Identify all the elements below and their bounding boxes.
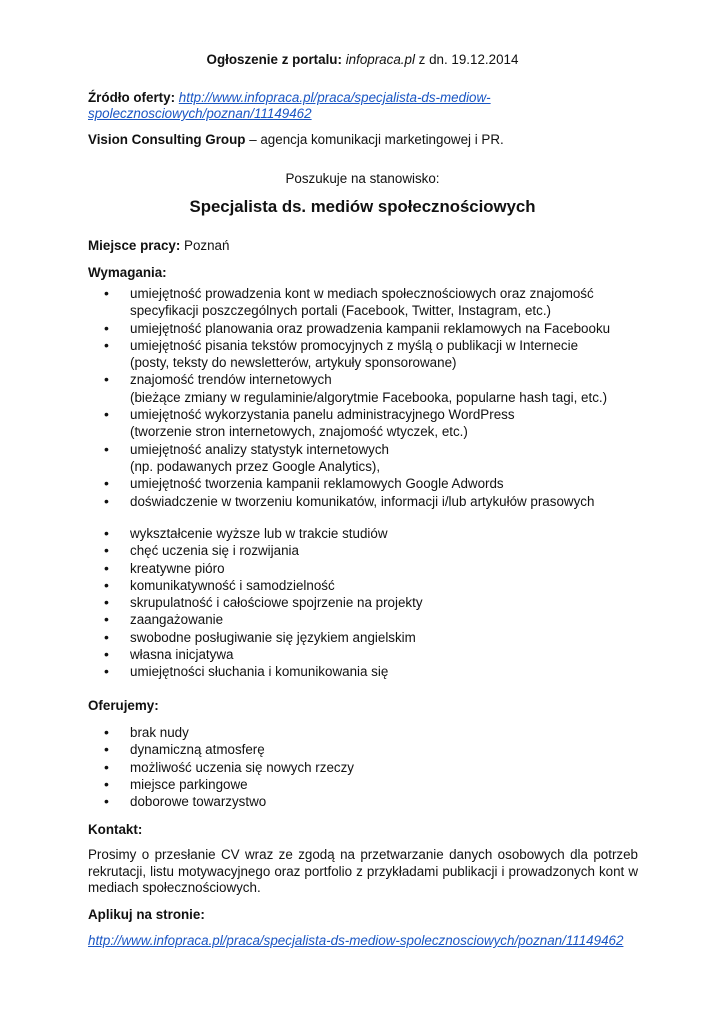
soft-requirement-item xyxy=(88,594,648,611)
apply-line xyxy=(88,933,623,949)
requirement-item-text: specyfikacji poszczególnych portali (Facebook, Twitter, Instagram, etc.) xyxy=(130,303,551,319)
offer-list xyxy=(88,724,648,810)
requirement-item-text: (bieżące zmiany w regulaminie/algorytmie Facebooka, popularne hash tagi, etc.) xyxy=(130,389,608,405)
source-line-2 xyxy=(88,106,312,122)
portal-label: Ogłoszenie z portalu: xyxy=(206,52,342,67)
requirement-item-text: (posty, teksty do newsletterów, artykuły sponsorowane) xyxy=(130,355,457,371)
source-link-part1[interactable]: http://www.infopraca.pl/praca/specjalista-ds-mediow- xyxy=(178,90,491,105)
offer-item-text: • możliwość uczenia się nowych rzeczy xyxy=(130,759,354,775)
location-line xyxy=(88,238,229,254)
offer-item xyxy=(88,793,648,810)
soft-requirement-item xyxy=(88,663,648,680)
soft-requirement-item-text: • swobodne posługiwanie się językiem angielskim xyxy=(130,629,416,645)
offer-item-text: • brak nudy xyxy=(130,725,189,740)
offer-heading: Oferujemy: xyxy=(88,698,159,713)
soft-requirement-item-text: • zaangażowanie xyxy=(130,612,224,628)
company-name: Vision Consulting Group xyxy=(88,132,246,147)
requirement-item-text: • doświadczenie w tworzeniu komunikatów, informacji i/lub artykułów prasowych xyxy=(130,493,595,509)
soft-requirement-item xyxy=(88,542,648,559)
requirement-item xyxy=(88,493,648,510)
soft-requirement-item xyxy=(88,646,648,663)
position-title: Specjalista ds. mediów społecznościowych xyxy=(189,197,536,216)
source-label: Źródło oferty: xyxy=(88,90,176,105)
requirement-item-text: (tworzenie stron internetowych, znajomość wtyczek, etc.) xyxy=(130,424,468,440)
source-line xyxy=(88,90,491,106)
soft-requirement-item-text: • komunikatywność i samodzielność xyxy=(130,577,335,593)
requirements-heading: Wymagania: xyxy=(88,265,167,280)
offer-item-text: • dynamiczną atmosferę xyxy=(130,742,265,758)
requirement-item xyxy=(88,285,648,320)
soft-requirement-item xyxy=(88,525,648,542)
soft-requirement-item xyxy=(88,611,648,628)
requirement-item-text: (np. podawanych przez Google Analytics), xyxy=(130,458,381,474)
requirement-item-text: • umiejętność planowania oraz prowadzenia kampanii reklamowych na Facebooku xyxy=(130,320,611,336)
requirement-item-text: • umiejętność wykorzystania panelu administracyjnego WordPress xyxy=(130,407,515,423)
soft-requirement-item xyxy=(88,560,648,577)
requirement-item xyxy=(88,441,648,476)
intro-text: Poszukuje na stanowisko: xyxy=(285,171,440,186)
requirement-item-text: • umiejętność tworzenia kampanii reklamowych Google Adwords xyxy=(130,476,504,492)
portal-name: infopraca.pl xyxy=(345,52,415,67)
company-description: – agencja komunikacji marketingowej i PR. xyxy=(245,132,504,147)
requirements-list xyxy=(88,285,648,510)
location-label: Miejsce pracy: xyxy=(88,238,181,253)
contact-text: Prosimy o przesłanie CV wraz ze zgodą na przetwarzanie danych osobowych dla potrzeb rekrutacji, listu motywacyjnego oraz portfolio z przykładami publikacji i prowadzonych kont w mediach społecznościowych. xyxy=(88,847,638,895)
apply-heading: Aplikuj na stronie: xyxy=(88,907,205,922)
requirement-item xyxy=(88,371,648,406)
requirement-item-text: • umiejętność pisania tekstów promocyjnych z myślą o publikacji w Internecie xyxy=(130,337,579,353)
soft-requirement-item-text: • kreatywne pióro xyxy=(130,560,225,576)
soft-requirement-item-text: • chęć uczenia się i rozwijania xyxy=(130,543,299,559)
soft-requirement-item-text: • własna inicjatywa xyxy=(130,647,234,663)
requirement-item-text: • znajomość trendów internetowych xyxy=(130,372,332,388)
soft-requirement-item-text: • skrupulatność i całościowe spojrzenie na projekty xyxy=(130,595,423,611)
offer-item xyxy=(88,724,648,741)
soft-requirement-item xyxy=(88,577,648,594)
offer-item xyxy=(88,759,648,776)
offer-item xyxy=(88,776,648,793)
portal-header xyxy=(0,52,725,68)
soft-requirement-item-text: • umiejętności słuchania i komunikowania się xyxy=(130,664,389,680)
requirement-item-text: • umiejętność prowadzenia kont w mediach społecznościowych oraz znajomość xyxy=(130,286,594,301)
apply-link[interactable]: http://www.infopraca.pl/praca/specjalista-ds-mediow-spolecznosciowych/poznan/11149462 xyxy=(88,933,624,948)
offer-item-text: • miejsce parkingowe xyxy=(130,776,248,792)
soft-requirement-item xyxy=(88,629,648,646)
contact-heading: Kontakt: xyxy=(88,822,143,837)
company-line xyxy=(88,132,504,148)
soft-requirements-list xyxy=(88,525,648,681)
requirement-item xyxy=(88,406,648,441)
soft-requirement-item-text: • wykształcenie wyższe lub w trakcie studiów xyxy=(130,526,388,541)
requirement-item-text: • umiejętność analizy statystyk internetowych xyxy=(130,441,389,457)
requirement-item xyxy=(88,320,648,337)
requirement-item xyxy=(88,475,648,492)
portal-date: z dn. 19.12.2014 xyxy=(418,52,519,67)
requirement-item xyxy=(88,337,648,372)
source-link-part2[interactable]: spolecznosciowych/poznan/11149462 xyxy=(88,106,312,121)
location-value: Poznań xyxy=(184,238,230,253)
offer-item xyxy=(88,741,648,758)
offer-item-text: • doborowe towarzystwo xyxy=(130,794,267,810)
